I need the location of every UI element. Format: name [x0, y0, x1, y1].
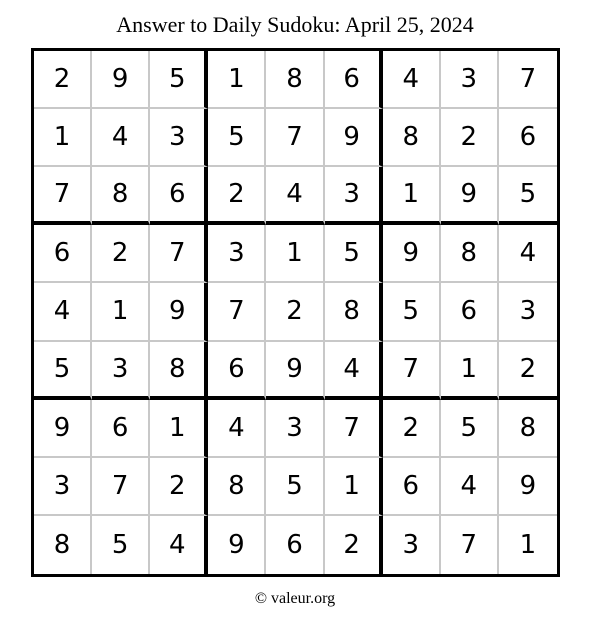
sudoku-cell-r1-c7: 4	[383, 51, 441, 109]
sudoku-cell-r2-c4: 5	[208, 109, 266, 167]
sudoku-cell-r7-c5: 3	[266, 400, 324, 458]
sudoku-cell-r2-c3: 3	[150, 109, 208, 167]
sudoku-cell-r5-c6: 8	[325, 283, 383, 341]
sudoku-cell-r9-c7: 3	[383, 516, 441, 574]
sudoku-cell-r7-c6: 7	[325, 400, 383, 458]
sudoku-cell-r7-c1: 9	[34, 400, 92, 458]
puzzle-title: Answer to Daily Sudoku: April 25, 2024	[116, 12, 474, 37]
sudoku-cell-r4-c4: 3	[208, 225, 266, 283]
sudoku-cell-r6-c2: 3	[92, 342, 150, 400]
sudoku-cell-r4-c3: 7	[150, 225, 208, 283]
sudoku-cell-r4-c6: 5	[325, 225, 383, 283]
sudoku-cell-r4-c7: 9	[383, 225, 441, 283]
sudoku-cell-r8-c6: 1	[325, 458, 383, 516]
sudoku-cell-r1-c5: 8	[266, 51, 324, 109]
sudoku-cell-r9-c4: 9	[208, 516, 266, 574]
sudoku-cell-r8-c2: 7	[92, 458, 150, 516]
sudoku-cell-r1-c1: 2	[34, 51, 92, 109]
sudoku-cell-r4-c8: 8	[441, 225, 499, 283]
copyright-footer: © valeur.org	[254, 590, 336, 607]
sudoku-cell-r2-c1: 1	[34, 109, 92, 167]
sudoku-board	[31, 48, 560, 577]
sudoku-cell-r9-c2: 5	[92, 516, 150, 574]
sudoku-cell-r8-c9: 9	[499, 458, 557, 516]
sudoku-cell-r5-c1: 4	[34, 283, 92, 341]
sudoku-cell-r3-c1: 7	[34, 167, 92, 225]
sudoku-cell-r1-c3: 5	[150, 51, 208, 109]
sudoku-cell-r2-c2: 4	[92, 109, 150, 167]
sudoku-cell-r8-c5: 5	[266, 458, 324, 516]
sudoku-cell-r7-c9: 8	[499, 400, 557, 458]
sudoku-cell-r3-c9: 5	[499, 167, 557, 225]
sudoku-cell-r6-c9: 2	[499, 342, 557, 400]
sudoku-cell-r9-c1: 8	[34, 516, 92, 574]
sudoku-cell-r3-c2: 8	[92, 167, 150, 225]
sudoku-cell-r7-c3: 1	[150, 400, 208, 458]
sudoku-cell-r5-c9: 3	[499, 283, 557, 341]
sudoku-cell-r5-c7: 5	[383, 283, 441, 341]
sudoku-cell-r6-c4: 6	[208, 342, 266, 400]
sudoku-cell-r1-c6: 6	[325, 51, 383, 109]
sudoku-cell-r8-c1: 3	[34, 458, 92, 516]
sudoku-cell-r1-c2: 9	[92, 51, 150, 109]
sudoku-cell-r5-c5: 2	[266, 283, 324, 341]
sudoku-cell-r1-c8: 3	[441, 51, 499, 109]
sudoku-cell-r2-c9: 6	[499, 109, 557, 167]
sudoku-cell-r9-c9: 1	[519, 529, 537, 560]
sudoku-cell-r9-c6: 2	[325, 516, 383, 574]
sudoku-cell-r7-c8: 5	[441, 400, 499, 458]
sudoku-cell-r5-c8: 6	[441, 283, 499, 341]
sudoku-cell-r6-c8: 1	[441, 342, 499, 400]
sudoku-cell-r3-c4: 2	[208, 167, 266, 225]
sudoku-cell-r6-c1: 5	[34, 342, 92, 400]
sudoku-cell-r4-c1: 6	[34, 225, 92, 283]
sudoku-cell-r5-c2: 1	[92, 283, 150, 341]
sudoku-cell-r4-c2: 2	[92, 225, 150, 283]
sudoku-cell-r7-c2: 6	[92, 400, 150, 458]
sudoku-cell-r3-c8: 9	[441, 167, 499, 225]
sudoku-cell-r7-c4: 4	[208, 400, 266, 458]
sudoku-cell-r8-c4: 8	[208, 458, 266, 516]
sudoku-cell-r6-c5: 9	[266, 342, 324, 400]
sudoku-cell-r8-c7: 6	[383, 458, 441, 516]
sudoku-cell-r4-c9: 4	[499, 225, 557, 283]
sudoku-cell-r6-c7: 7	[383, 342, 441, 400]
sudoku-cell-r2-c8: 2	[441, 109, 499, 167]
sudoku-cell-r5-c4: 7	[208, 283, 266, 341]
sudoku-cell-r5-c3: 9	[150, 283, 208, 341]
sudoku-cell-r4-c5: 1	[266, 225, 324, 283]
sudoku-cell-r6-c6: 4	[325, 342, 383, 400]
sudoku-cell-r2-c5: 7	[266, 109, 324, 167]
sudoku-cell-r9-c5: 6	[266, 516, 324, 574]
sudoku-cell-r7-c7: 2	[383, 400, 441, 458]
sudoku-cell-r3-c5: 4	[266, 167, 324, 225]
sudoku-cell-r1-c4: 1	[208, 51, 266, 109]
sudoku-cell-r8-c3: 2	[150, 458, 208, 516]
sudoku-cell-r3-c6: 3	[325, 167, 383, 225]
sudoku-cell-r9-c8: 7	[441, 516, 499, 574]
sudoku-cell-r6-c3: 8	[150, 342, 208, 400]
sudoku-grid	[31, 48, 560, 577]
sudoku-cell-r9-c3: 4	[150, 516, 208, 574]
sudoku-cell-r2-c6: 9	[325, 109, 383, 167]
sudoku-cell-r2-c7: 8	[383, 109, 441, 167]
sudoku-cell-r1-c9: 7	[499, 51, 557, 109]
sudoku-cell-r8-c8: 4	[441, 458, 499, 516]
sudoku-cell-r3-c3: 6	[150, 167, 208, 225]
sudoku-cell-r3-c7: 1	[383, 167, 441, 225]
